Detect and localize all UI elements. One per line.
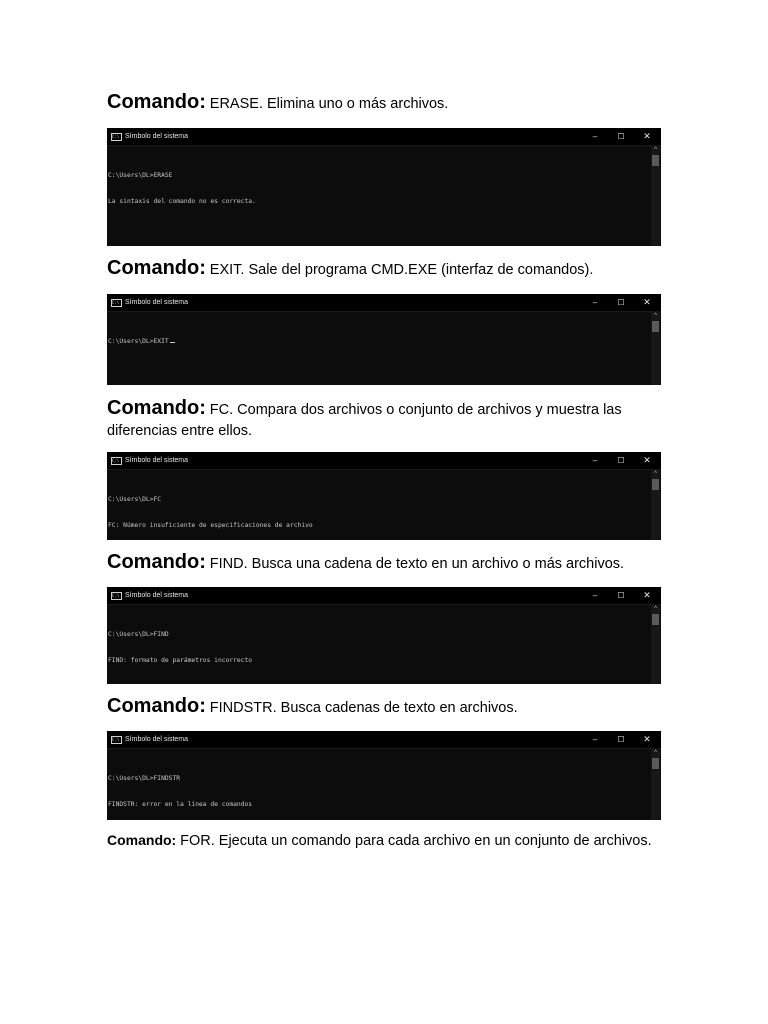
command-description: EXIT. Sale del programa CMD.EXE (interfaz de comandos). [209, 262, 594, 278]
console-output[interactable] [108, 155, 649, 246]
console-output[interactable] [108, 758, 649, 820]
window-title: Símbolo del sistema [125, 133, 189, 140]
cmd-icon: C:\ [111, 133, 122, 141]
scroll-up-icon[interactable]: ^ [654, 750, 657, 756]
terminal-titlebar [107, 294, 661, 312]
console-output[interactable] [108, 614, 649, 684]
maximize-icon[interactable]: ☐ [617, 132, 625, 141]
window-title: Símbolo del sistema [125, 592, 189, 599]
console-line: FIND: formato de parámetros incorrecto [108, 656, 253, 664]
console-line: C:\Users\DL>ERASE [108, 172, 173, 179]
scroll-thumb[interactable] [652, 479, 659, 490]
close-icon[interactable]: ✕ [643, 131, 651, 141]
cmd-icon: C:\ [111, 592, 122, 600]
vertical-scrollbar[interactable] [651, 145, 660, 246]
command-label: Comando: [107, 695, 206, 717]
command-label: Comando: [107, 832, 177, 848]
scroll-thumb[interactable] [652, 321, 659, 332]
scroll-up-icon[interactable]: ^ [654, 147, 657, 153]
close-icon[interactable]: ✕ [643, 297, 651, 307]
console-line: C:\Users\DL>FIND [108, 631, 169, 638]
terminal-window-findstr [107, 731, 661, 820]
console-line: La sintaxis del comando no es correcta. [108, 197, 256, 205]
terminal-window-fc [107, 452, 661, 540]
console-line [108, 223, 649, 232]
maximize-icon[interactable]: ☐ [617, 298, 625, 307]
minimize-icon[interactable]: – [592, 132, 598, 141]
close-icon[interactable]: ✕ [643, 455, 651, 465]
maximize-icon[interactable]: ☐ [617, 735, 625, 744]
command-description: FOR. Ejecuta un comando para cada archivo en un conjunto de archivos. [180, 833, 652, 849]
window-title: Símbolo del sistema [125, 299, 189, 306]
vertical-scrollbar[interactable] [651, 748, 660, 820]
scroll-thumb[interactable] [652, 155, 659, 166]
terminal-titlebar [107, 128, 661, 146]
close-icon[interactable]: ✕ [643, 734, 651, 744]
text-cursor [170, 342, 175, 343]
command-label: Comando: [107, 91, 206, 113]
console-output[interactable] [108, 321, 649, 364]
terminal-window-erase [107, 128, 661, 246]
command-description: FC. Compara dos archivos o conjunto de archivos y muestra las diferencias entre ellos. [107, 402, 622, 439]
scroll-up-icon[interactable]: ^ [654, 313, 657, 319]
console-output[interactable] [108, 479, 649, 540]
scroll-up-icon[interactable]: ^ [654, 606, 657, 612]
console-line: C:\Users\DL>FINDSTR [108, 775, 181, 782]
command-description: ERASE. Elimina uno o más archivos. [209, 96, 449, 112]
vertical-scrollbar[interactable] [651, 604, 660, 684]
maximize-icon[interactable]: ☐ [617, 591, 625, 600]
console-line: C:\Users\DL>FC [108, 496, 162, 503]
cmd-icon: C:\ [111, 736, 122, 744]
section-heading-fc [107, 398, 667, 441]
console-prompt: C:\Users\DL>EXIT [108, 338, 169, 345]
close-icon[interactable]: ✕ [643, 590, 651, 600]
scroll-thumb[interactable] [652, 758, 659, 769]
section-heading-findstr [107, 696, 667, 718]
command-label: Comando: [107, 551, 206, 573]
command-label: Comando: [107, 257, 206, 279]
command-description: FINDSTR. Busca cadenas de texto en archivos. [209, 700, 518, 716]
terminal-titlebar [107, 587, 661, 605]
console-line: FC: Número insuficiente de especificaciones de archivo [108, 521, 313, 529]
minimize-icon[interactable]: – [592, 298, 598, 307]
window-title: Símbolo del sistema [125, 736, 189, 743]
scroll-thumb[interactable] [652, 614, 659, 625]
section-heading-erase [107, 92, 667, 114]
console-prompt-line [108, 338, 649, 347]
cmd-icon: C:\ [111, 457, 122, 465]
minimize-icon[interactable]: – [592, 735, 598, 744]
minimize-icon[interactable]: – [592, 591, 598, 600]
terminal-titlebar [107, 731, 661, 749]
console-line: FINDSTR: error en la línea de comandos [108, 800, 253, 808]
section-heading-find [107, 552, 667, 574]
minimize-icon[interactable]: – [592, 456, 598, 465]
terminal-window-exit [107, 294, 661, 385]
command-description: FIND. Busca una cadena de texto en un archivo o más archivos. [209, 556, 625, 572]
vertical-scrollbar[interactable] [651, 469, 660, 540]
terminal-titlebar [107, 452, 661, 470]
terminal-window-find [107, 587, 661, 684]
window-title: Símbolo del sistema [125, 457, 189, 464]
command-label: Comando: [107, 397, 206, 419]
maximize-icon[interactable]: ☐ [617, 456, 625, 465]
section-heading-for [107, 830, 667, 851]
section-heading-exit [107, 258, 667, 280]
vertical-scrollbar[interactable] [651, 311, 660, 385]
cmd-icon: C:\ [111, 299, 122, 307]
console-line [108, 682, 649, 684]
scroll-up-icon[interactable]: ^ [654, 471, 657, 477]
